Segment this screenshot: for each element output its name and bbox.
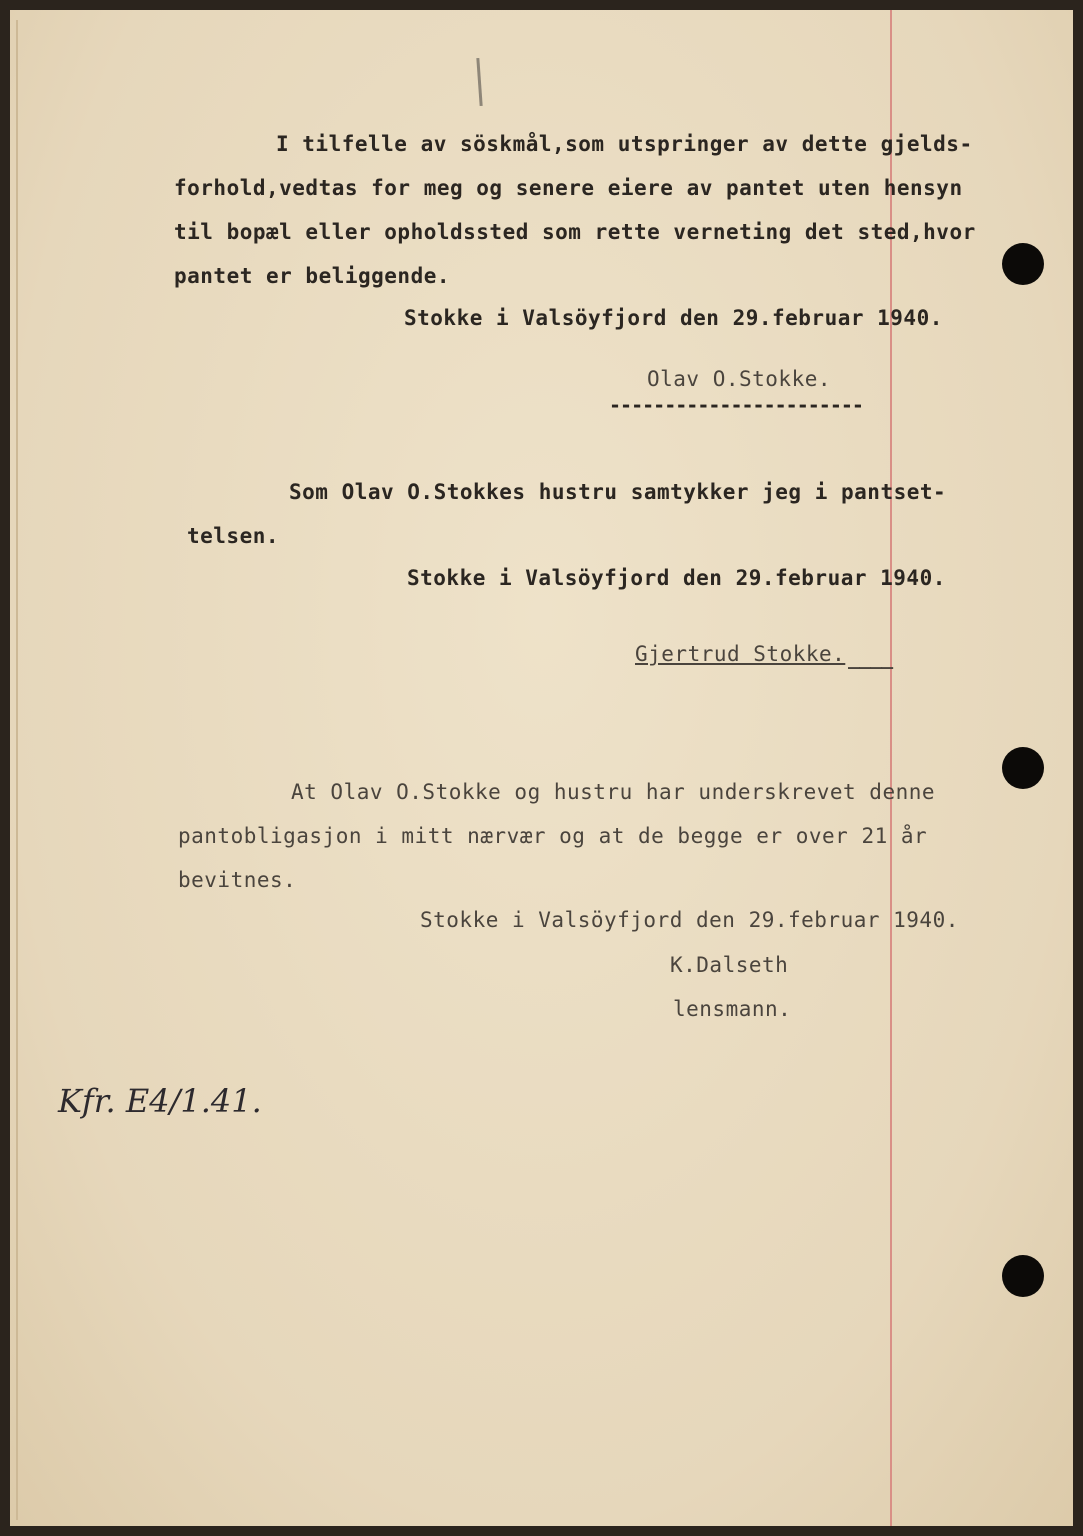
place-date-3: Stokke i Valsöyfjord den 29.februar 1940. bbox=[420, 908, 959, 932]
witness-title: lensmann. bbox=[673, 997, 792, 1021]
paragraph-3-line-2: pantobligasjon i mitt nærvær og at de begge er over 21 år bbox=[178, 824, 928, 848]
handwritten-reference-note: Kfr. E4/1.41. bbox=[58, 1082, 262, 1120]
place-date-2: Stokke i Valsöyfjord den 29.februar 1940. bbox=[407, 566, 946, 590]
paragraph-3-line-3: bevitnes. bbox=[178, 868, 297, 892]
page-fold-line bbox=[16, 20, 18, 1520]
paragraph-3-line-1: At Olav O.Stokke og hustru har underskrevet denne bbox=[291, 780, 936, 804]
paragraph-2-line-1: Som Olav O.Stokkes hustru samtykker jeg i pantset- bbox=[289, 480, 947, 504]
pencil-mark bbox=[476, 58, 482, 106]
punch-hole-icon bbox=[1002, 1255, 1044, 1297]
signature-line-2: ____ bbox=[848, 645, 893, 669]
signature-olav: Olav O.Stokke. bbox=[647, 367, 832, 391]
paragraph-2-line-2: telsen. bbox=[187, 524, 280, 548]
place-date-1: Stokke i Valsöyfjord den 29.februar 1940. bbox=[404, 306, 943, 330]
punch-hole-icon bbox=[1002, 243, 1044, 285]
signature-line-1: ----------------------- bbox=[609, 393, 863, 417]
punch-hole-icon bbox=[1002, 747, 1044, 789]
paragraph-1-line-4: pantet er beliggende. bbox=[174, 264, 451, 288]
signature-gjertrud: Gjertrud Stokke. bbox=[635, 642, 846, 666]
paragraph-1-line-3: til bopæl eller opholdssted som rette verneting det sted,hvor bbox=[174, 220, 976, 244]
paragraph-1-line-2: forhold,vedtas for meg og senere eiere av pantet uten hensyn bbox=[174, 176, 963, 200]
witness-name: K.Dalseth bbox=[670, 953, 789, 977]
paragraph-1-line-1: I tilfelle av söskmål,som utspringer av dette gjelds- bbox=[276, 132, 973, 156]
